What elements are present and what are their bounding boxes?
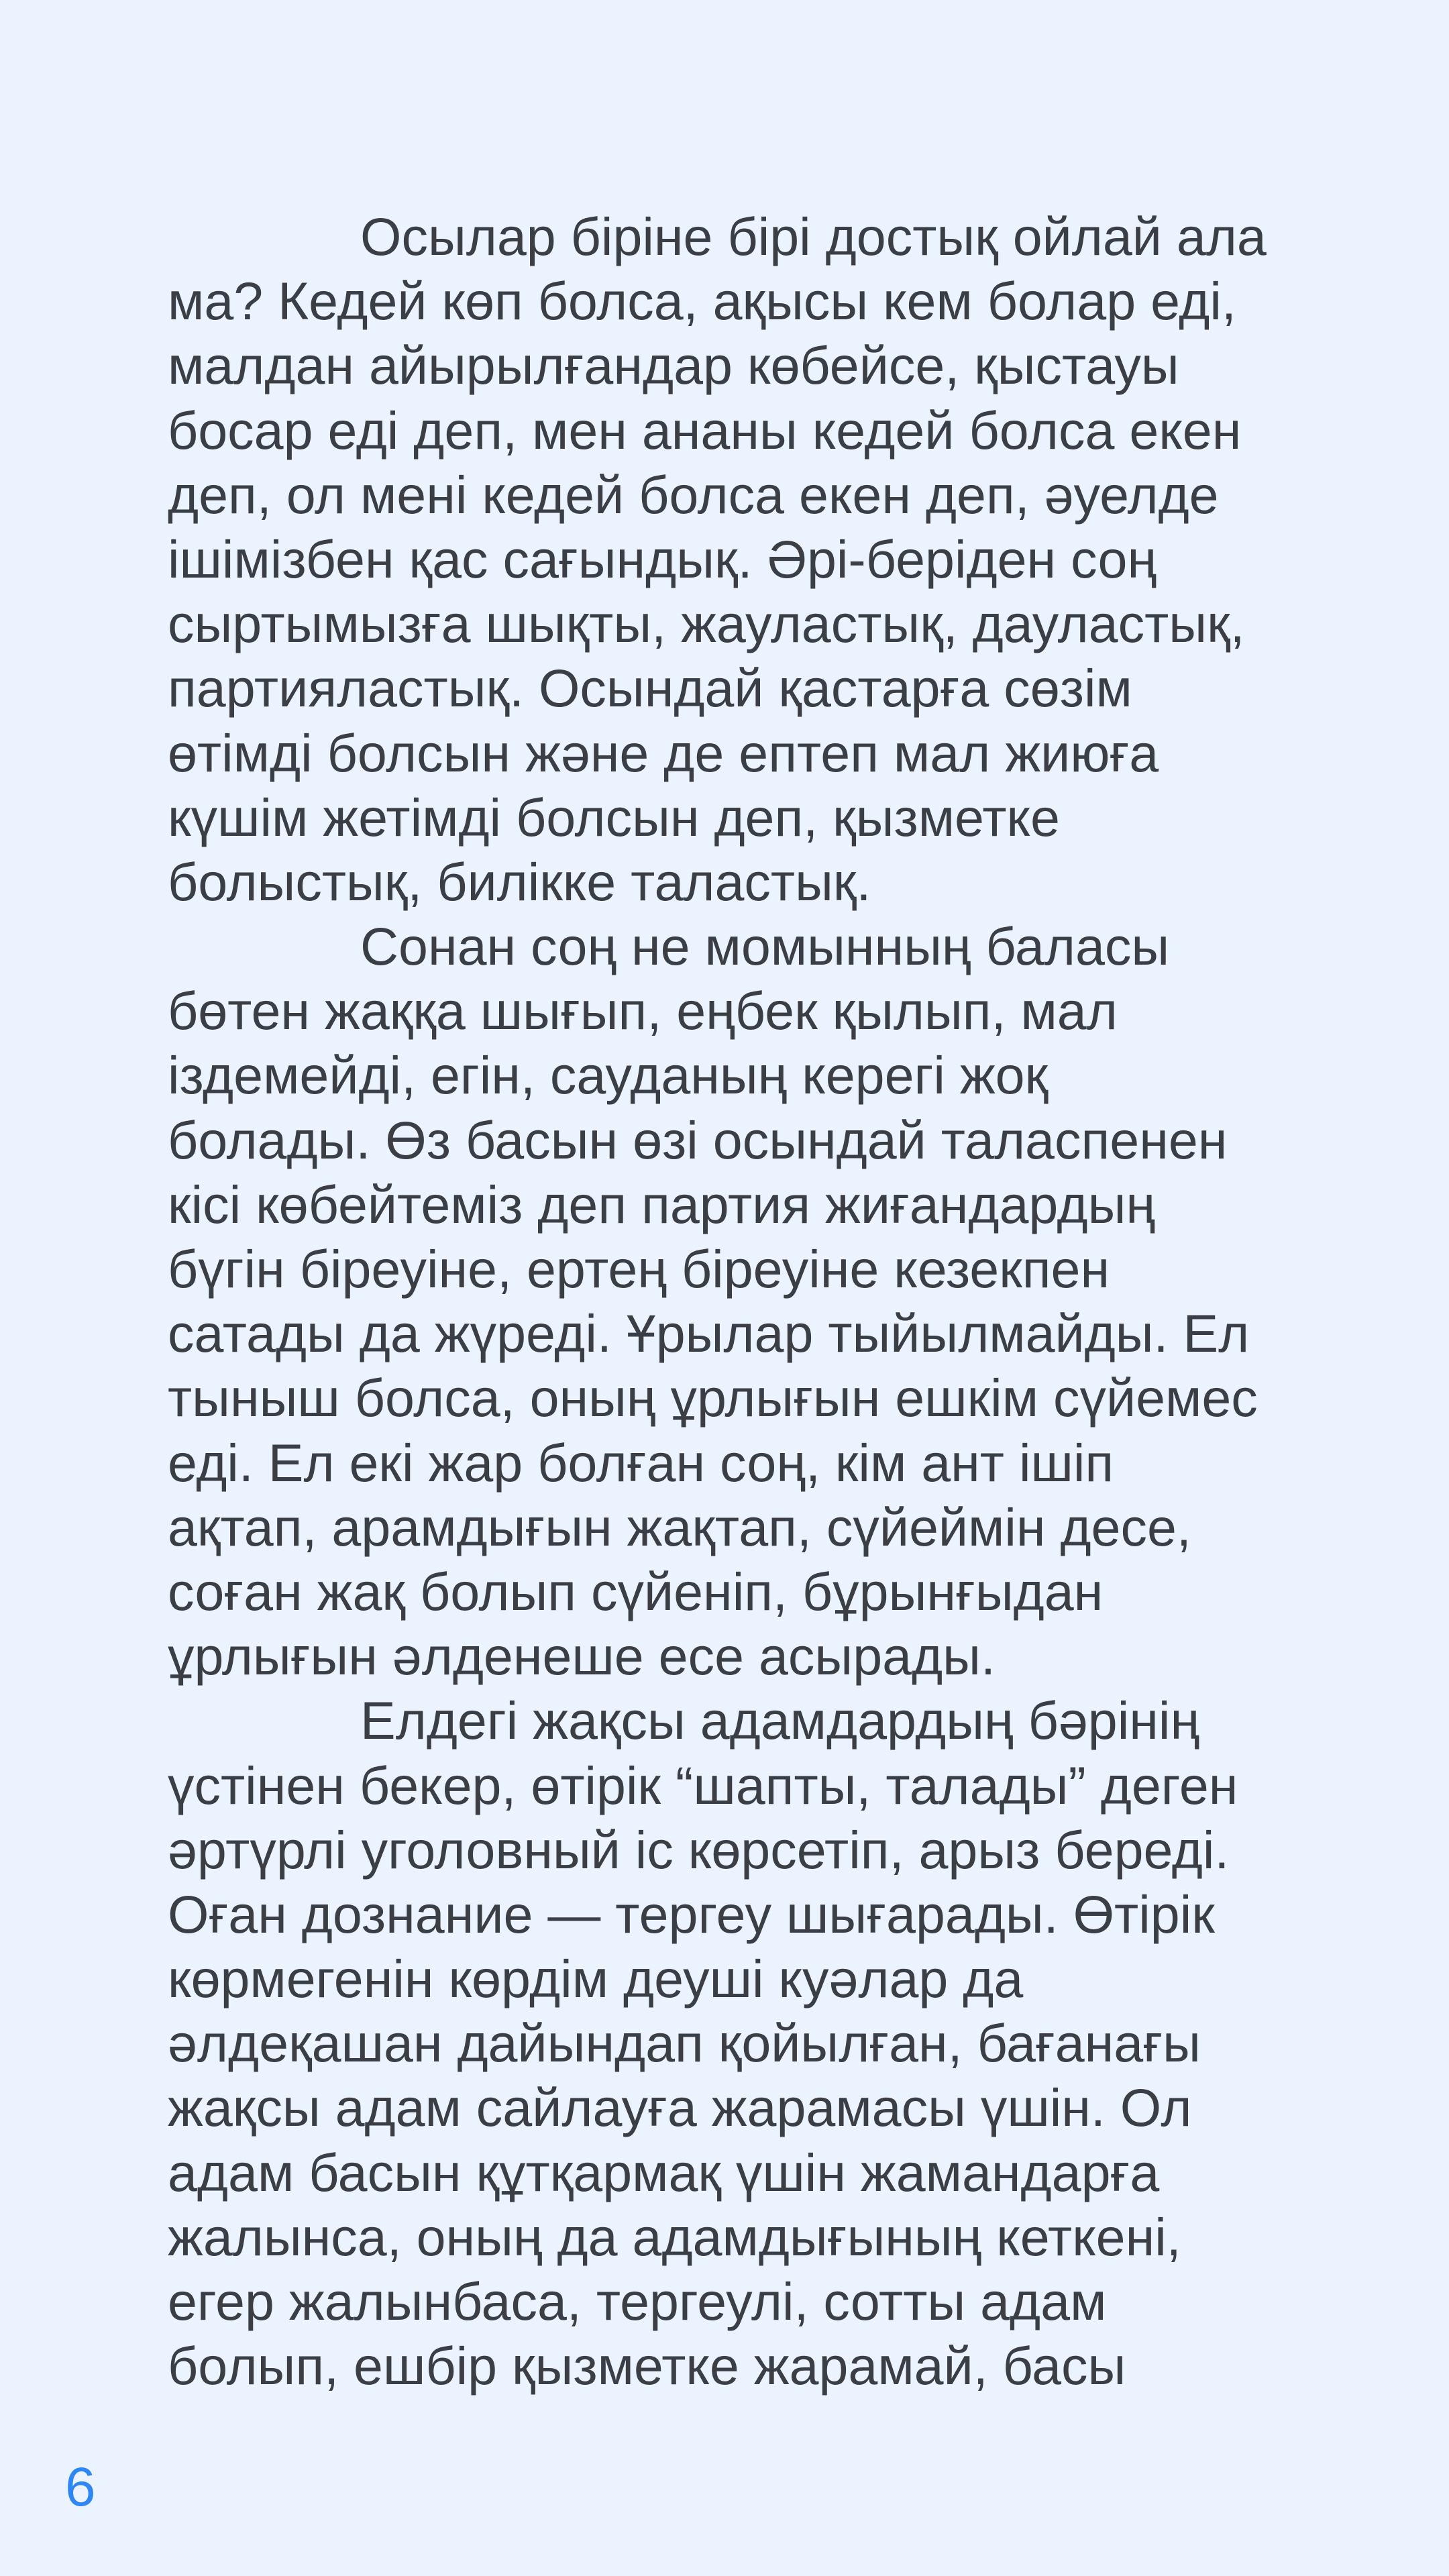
text-line: кісі көбейтеміз деп партия жиғандардың <box>168 1174 1156 1234</box>
text-line: бүгін біреуіне, ертең біреуіне кезекпен <box>168 1239 1110 1299</box>
text-line: күшім жетімді болсын деп, қызметке <box>168 787 1060 847</box>
text-line: іздемейді, егін, сауданың керегі жоқ <box>168 1045 1049 1106</box>
text-line: сыртымызға шықты, жауластық, дауластық, <box>168 594 1245 654</box>
text-line: тыныш болса, оның ұрлығын ешкім сүйемес <box>168 1368 1258 1428</box>
text-line: деп, ол мені кедей болса екен деп, әуелде <box>168 464 1219 525</box>
text-line: болып, ешбір қызметке жарамай, басы <box>168 2336 1126 2396</box>
text-line: ішімізбен қас сағындық. Әрі-беріден соң <box>168 529 1157 589</box>
text-line: жақсы адам сайлауға жарамасы үшін. Ол <box>168 2078 1192 2138</box>
page-number: 6 <box>65 2457 96 2518</box>
text-line: адам басын құтқармақ үшін жамандарға <box>168 2142 1160 2202</box>
text-line: көрмегенін көрдім деуші куәлар да <box>168 1949 1024 2009</box>
text-line: болады. Өз басын өзі осындай таласпенен <box>168 1110 1228 1170</box>
text-line: үстінен бекер, өтірік “шапты, талады” деген <box>168 1755 1238 1815</box>
text-line: болыстық, билікке таластық. <box>168 851 871 912</box>
text-line: әлдеқашан дайындап қойылған, бағанағы <box>168 2013 1201 2074</box>
text-line: малдан айырылғандар көбейсе, қыстауы <box>168 335 1179 396</box>
body-text <box>168 205 1322 2398</box>
text-line: Сонан соң не момынның баласы <box>360 916 1170 977</box>
text-line: партияластық. Осындай қастарға сөзім <box>168 658 1132 718</box>
text-line: егер жалынбаса, тергеулі, сотты адам <box>168 2271 1107 2331</box>
text-line: ақтап, арамдығын жақтап, сүйеймін десе, <box>168 1497 1191 1557</box>
text-line: еді. Ел екі жар болған соң, кім ант ішіп <box>168 1432 1114 1493</box>
text-line: сатады да жүреді. Ұрылар тыйылмайды. Ел <box>168 1303 1250 1364</box>
text-line: Оған дознание — тергеу шығарады. Өтірік <box>168 1884 1215 1944</box>
text-line: Осылар біріне бірі достық ойлай ала <box>360 207 1267 266</box>
text-line: жалынса, оның да адамдығының кеткені, <box>168 2206 1181 2267</box>
text-line: босар еді деп, мен ананы кедей болса екен <box>168 400 1242 460</box>
text-line: ұрлығын әлденеше есе асырады. <box>168 1626 996 1686</box>
text-line: соған жақ болып сүйеніп, бұрынғыдан <box>168 1561 1104 1621</box>
text-line: әртүрлі уголовный іс көрсетіп, арыз береді. <box>168 1819 1230 1880</box>
text-line: бөтен жаққа шығып, еңбек қылып, мал <box>168 981 1118 1041</box>
text-line: Елдегі жақсы адамдардың бәрінің <box>360 1690 1200 1751</box>
text-line: өтімді болсын және де ептеп мал жиюға <box>168 722 1159 783</box>
text-line: ма? Кедей көп болса, ақысы кем болар еді, <box>168 271 1236 331</box>
